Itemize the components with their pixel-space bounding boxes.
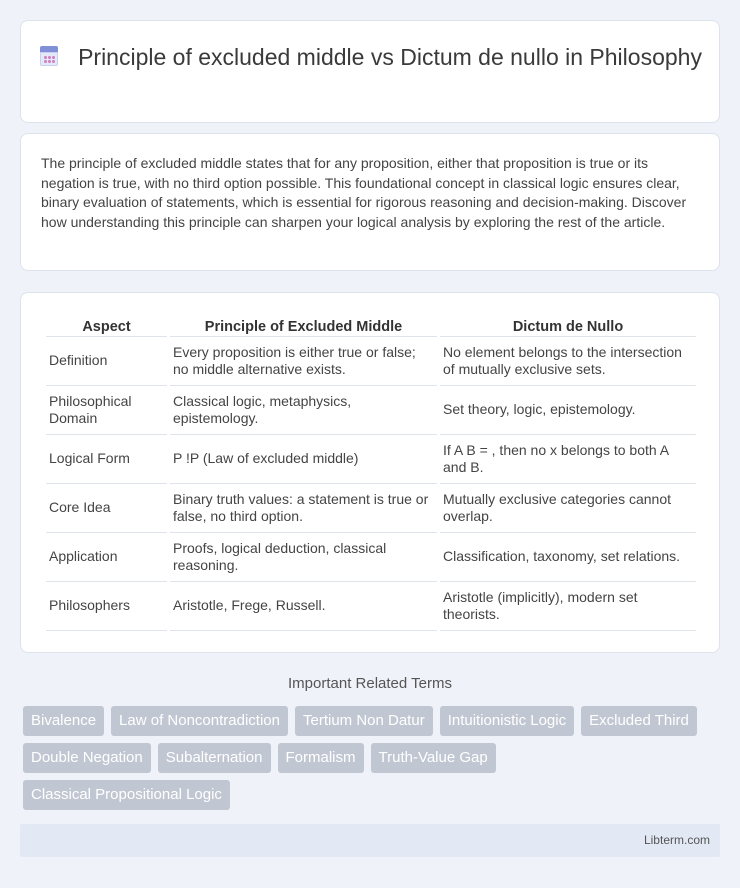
tag-law-of-noncontradiction[interactable]: Law of Noncontradiction [111, 706, 288, 736]
table-row [46, 484, 696, 533]
table-header-row [46, 317, 696, 337]
table-cell: Mutually exclusive categories cannot overlap. [440, 484, 696, 533]
table-cell: Philosophical Domain [46, 386, 167, 435]
header-dictum-de-nullo: Dictum de Nullo [440, 317, 696, 337]
table-row [46, 435, 696, 484]
table-cell: Every proposition is either true or false; no middle alternative exists. [170, 337, 437, 386]
table-row [46, 337, 696, 386]
table-row [46, 582, 696, 631]
related-terms-heading: Important Related Terms [288, 675, 452, 692]
table-cell: If A B = , then no x belongs to both A and B. [440, 435, 696, 484]
comparison-card [20, 292, 720, 653]
page-title [21, 43, 719, 72]
table-cell: Application [46, 533, 167, 582]
title-text: Principle of excluded middle vs Dictum de nullo in Philosophy [78, 44, 702, 70]
table-cell: Aristotle, Frege, Russell. [170, 582, 437, 631]
footer-site-link[interactable]: Libterm.com [643, 833, 710, 847]
table-cell: No element belongs to the intersection of mutually exclusive sets. [440, 337, 696, 386]
table-cell: Aristotle (implicitly), modern set theorists. [440, 582, 696, 631]
footer [20, 824, 720, 857]
table-cell: Logical Form [46, 435, 167, 484]
table-cell: Classification, taxonomy, set relations. [440, 533, 696, 582]
table-cell: P !P (Law of excluded middle) [170, 435, 437, 484]
table-cell: Proofs, logical deduction, classical reasoning. [170, 533, 437, 582]
tag-classical-propositional-logic[interactable]: Classical Propositional Logic [23, 780, 230, 810]
tag-double-negation[interactable]: Double Negation [23, 743, 151, 773]
table-cell: Definition [46, 337, 167, 386]
tag-intuitionistic-logic[interactable]: Intuitionistic Logic [440, 706, 574, 736]
header-aspect: Aspect [46, 317, 167, 337]
related-terms-list [23, 706, 703, 810]
table-cell: Philosophers [46, 582, 167, 631]
header-excluded-middle: Principle of Excluded Middle [170, 317, 437, 337]
tag-excluded-third[interactable]: Excluded Third [581, 706, 697, 736]
comparison-table [43, 317, 699, 631]
table-cell: Core Idea [46, 484, 167, 533]
tag-tertium-non-datur[interactable]: Tertium Non Datur [295, 706, 433, 736]
table-row [46, 533, 696, 582]
intro-text: The principle of excluded middle states that for any proposition, either that proposition is true or its negation is true, with no third option possible. This foundational concept in classical logic ensures clear, binary evaluation of statements, which is essential for rigorous reasoning and decision-making. Discover how understanding this principle can sharpen your logical analysis by exploring the rest of the article. [41, 155, 687, 230]
intro-card [20, 133, 720, 271]
table-row [46, 386, 696, 435]
tag-truth-value-gap[interactable]: Truth-Value Gap [371, 743, 496, 773]
table-cell: Classical logic, metaphysics, epistemology. [170, 386, 437, 435]
tag-subalternation[interactable]: Subalternation [158, 743, 271, 773]
calendar-icon [38, 45, 60, 67]
tag-bivalence[interactable]: Bivalence [23, 706, 104, 736]
title-card [20, 20, 720, 123]
tag-formalism[interactable]: Formalism [278, 743, 364, 773]
table-cell: Set theory, logic, epistemology. [440, 386, 696, 435]
table-cell: Binary truth values: a statement is true or false, no third option. [170, 484, 437, 533]
